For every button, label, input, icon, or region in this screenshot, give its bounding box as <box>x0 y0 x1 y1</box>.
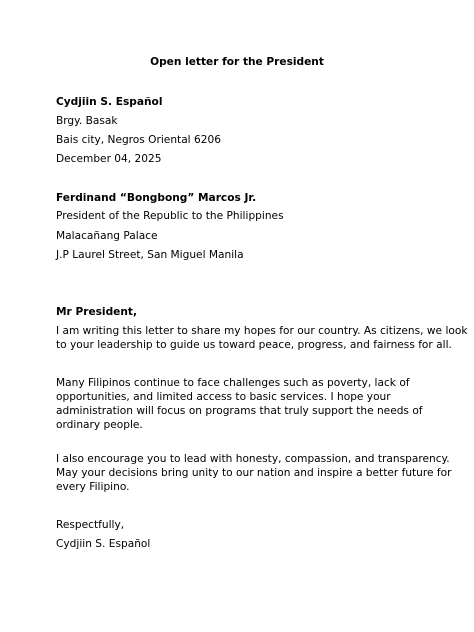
paragraph-3 <box>56 452 452 494</box>
paragraph-line: I am writing this letter to share my hopes for our country. As citizens, we look <box>56 325 468 337</box>
sender-name: Cydjiin S. Español <box>56 96 163 108</box>
paragraph-line: administration will focus on programs that truly support the needs of <box>56 405 423 417</box>
recipient-street: J.P Laurel Street, San Miguel Manila <box>56 249 244 261</box>
paragraph-line: I also encourage you to lead with honesty, compassion, and transparency. <box>56 453 450 465</box>
letter-title: Open letter for the President <box>150 56 324 68</box>
recipient-name: Ferdinand “Bongbong” Marcos Jr. <box>56 192 257 204</box>
paragraph-2 <box>56 376 426 432</box>
signature-name: Cydjiin S. Español <box>56 538 151 550</box>
recipient-title: President of the Republic to the Philippines <box>56 210 284 222</box>
sender-address-line-1: Brgy. Basak <box>56 115 118 127</box>
salutation: Mr President, <box>56 306 137 318</box>
paragraph-line: May your decisions bring unity to our nation and inspire a better future for <box>56 467 452 479</box>
letter-date: December 04, 2025 <box>56 153 162 165</box>
closing: Respectfully, <box>56 519 125 531</box>
paragraph-line: Many Filipinos continue to face challenges such as poverty, lack of <box>56 377 410 389</box>
paragraph-line: every Filipino. <box>56 481 130 493</box>
paragraph-line: to your leadership to guide us toward peace, progress, and fairness for all. <box>56 339 452 351</box>
paragraph-line: ordinary people. <box>56 419 143 431</box>
recipient-place: Malacañang Palace <box>56 230 158 242</box>
sender-address-line-2: Bais city, Negros Oriental 6206 <box>56 134 221 146</box>
paragraph-line: opportunities, and limited access to basic services. I hope your <box>56 391 391 403</box>
paragraph-1 <box>56 324 468 352</box>
